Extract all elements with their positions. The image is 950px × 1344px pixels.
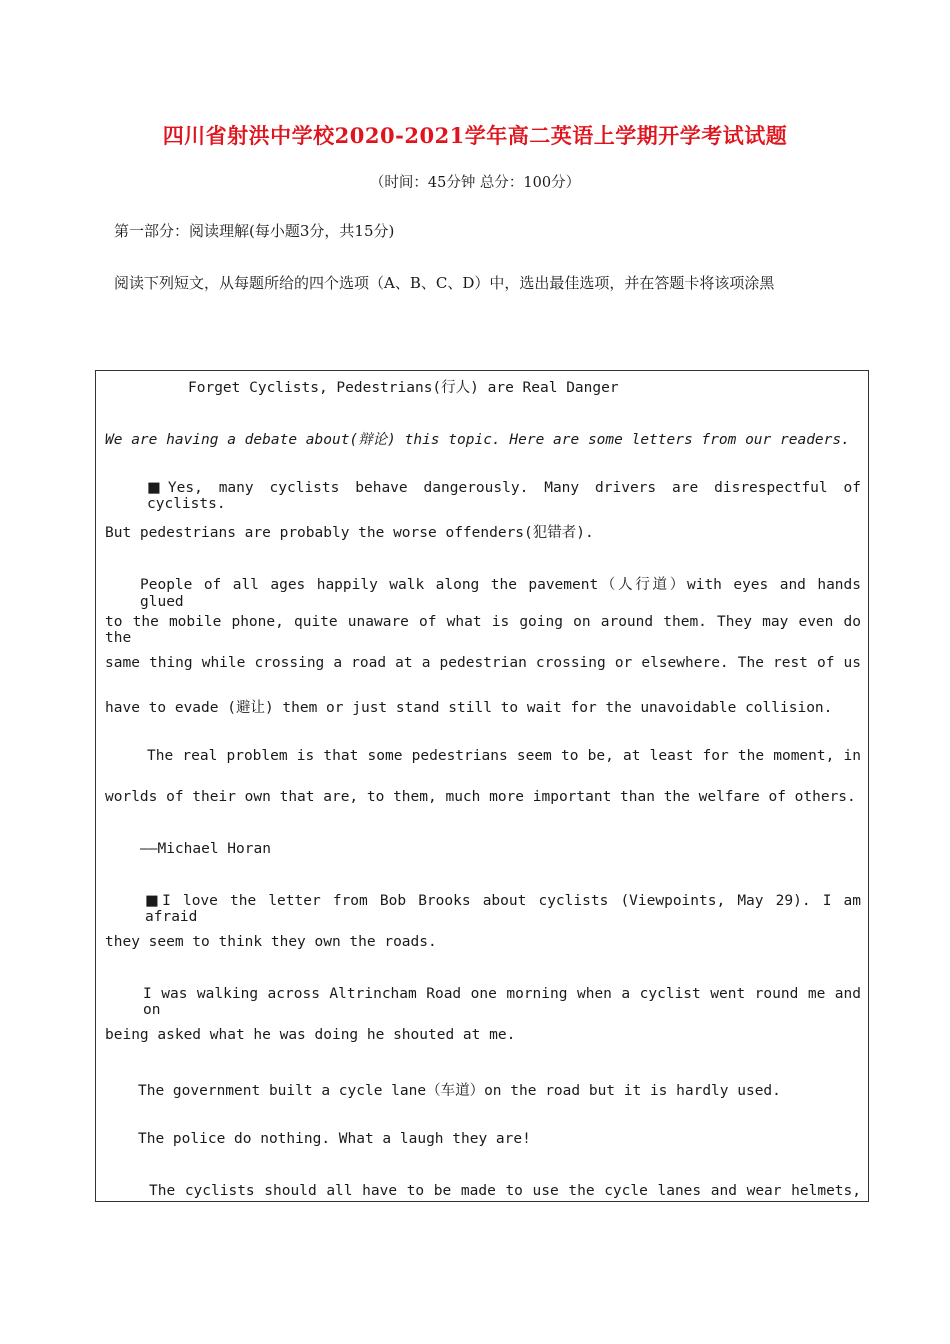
passage-title: Forget Cyclists, Pedestrians(行人) are Real Danger [188, 380, 619, 396]
letter1-paragraph1-line2: But pedestrians are probably the worse offenders(犯错者). [105, 525, 594, 541]
letter1-paragraph2-line4: have to evade (避让) them or just stand still to wait for the unavoidable collision. [105, 700, 833, 716]
letter2-paragraph1-line1: ■I love the letter from Bob Brooks about cyclists (Viewpoints, May 29). I am afraid [145, 893, 862, 925]
letter1-paragraph2-line2: to the mobile phone, quite unaware of what is going on around them. They may even do the [105, 614, 861, 646]
letter1-signature: ——Michael Horan [140, 841, 271, 857]
square-bullet-icon: ■ [145, 893, 163, 909]
section-instruction: 阅读下列短文，从每题所给的四个选项（A、B、C、D）中，选出最佳选项，并在答题卡将该项涂黑 [114, 274, 775, 292]
letter2-paragraph5-line1: The cyclists should all have to be made to use the cycle lanes and wear helmets, [149, 1183, 861, 1199]
letter2-paragraph2-line1: I was walking across Altrincham Road one morning when a cyclist went round me and on [143, 986, 861, 1018]
letter2-paragraph2-line2: being asked what he was doing he shouted at me. [105, 1027, 516, 1043]
passage-intro: We are having a debate about(辩论) this topic. Here are some letters from our readers. [105, 432, 850, 448]
letter1-paragraph2-line1: People of all ages happily walk along the pavement（人行道）with eyes and hands glued [140, 577, 861, 610]
letter1-paragraph2-line3: same thing while crossing a road at a pedestrian crossing or elsewhere. The rest of us [105, 655, 861, 671]
letter2-paragraph3: The government built a cycle lane（车道）on the road but it is hardly used. [138, 1083, 781, 1099]
reading-passage-box [95, 370, 869, 1202]
letter1-paragraph3-line1: The real problem is that some pedestrians seem to be, at least for the moment, in [147, 748, 861, 764]
page-title: 四川省射洪中学校2020-2021学年高二英语上学期开学考试试题 [162, 123, 788, 148]
section-heading: 第一部分：阅读理解(每小题3分，共15分) [114, 222, 395, 240]
letter1-paragraph1-line1: ■Yes, many cyclists behave dangerously. Many drivers are disrespectful of cyclists. [147, 480, 861, 512]
exam-info: （时间：45分钟 总分：100分） [369, 175, 581, 191]
letter2-paragraph1-line2: they seem to think they own the roads. [105, 934, 437, 950]
letter2-paragraph4: The police do nothing. What a laugh they are! [138, 1131, 531, 1147]
square-bullet-icon: ■ [147, 480, 168, 496]
letter1-paragraph3-line2: worlds of their own that are, to them, much more important than the welfare of others. [105, 789, 856, 805]
